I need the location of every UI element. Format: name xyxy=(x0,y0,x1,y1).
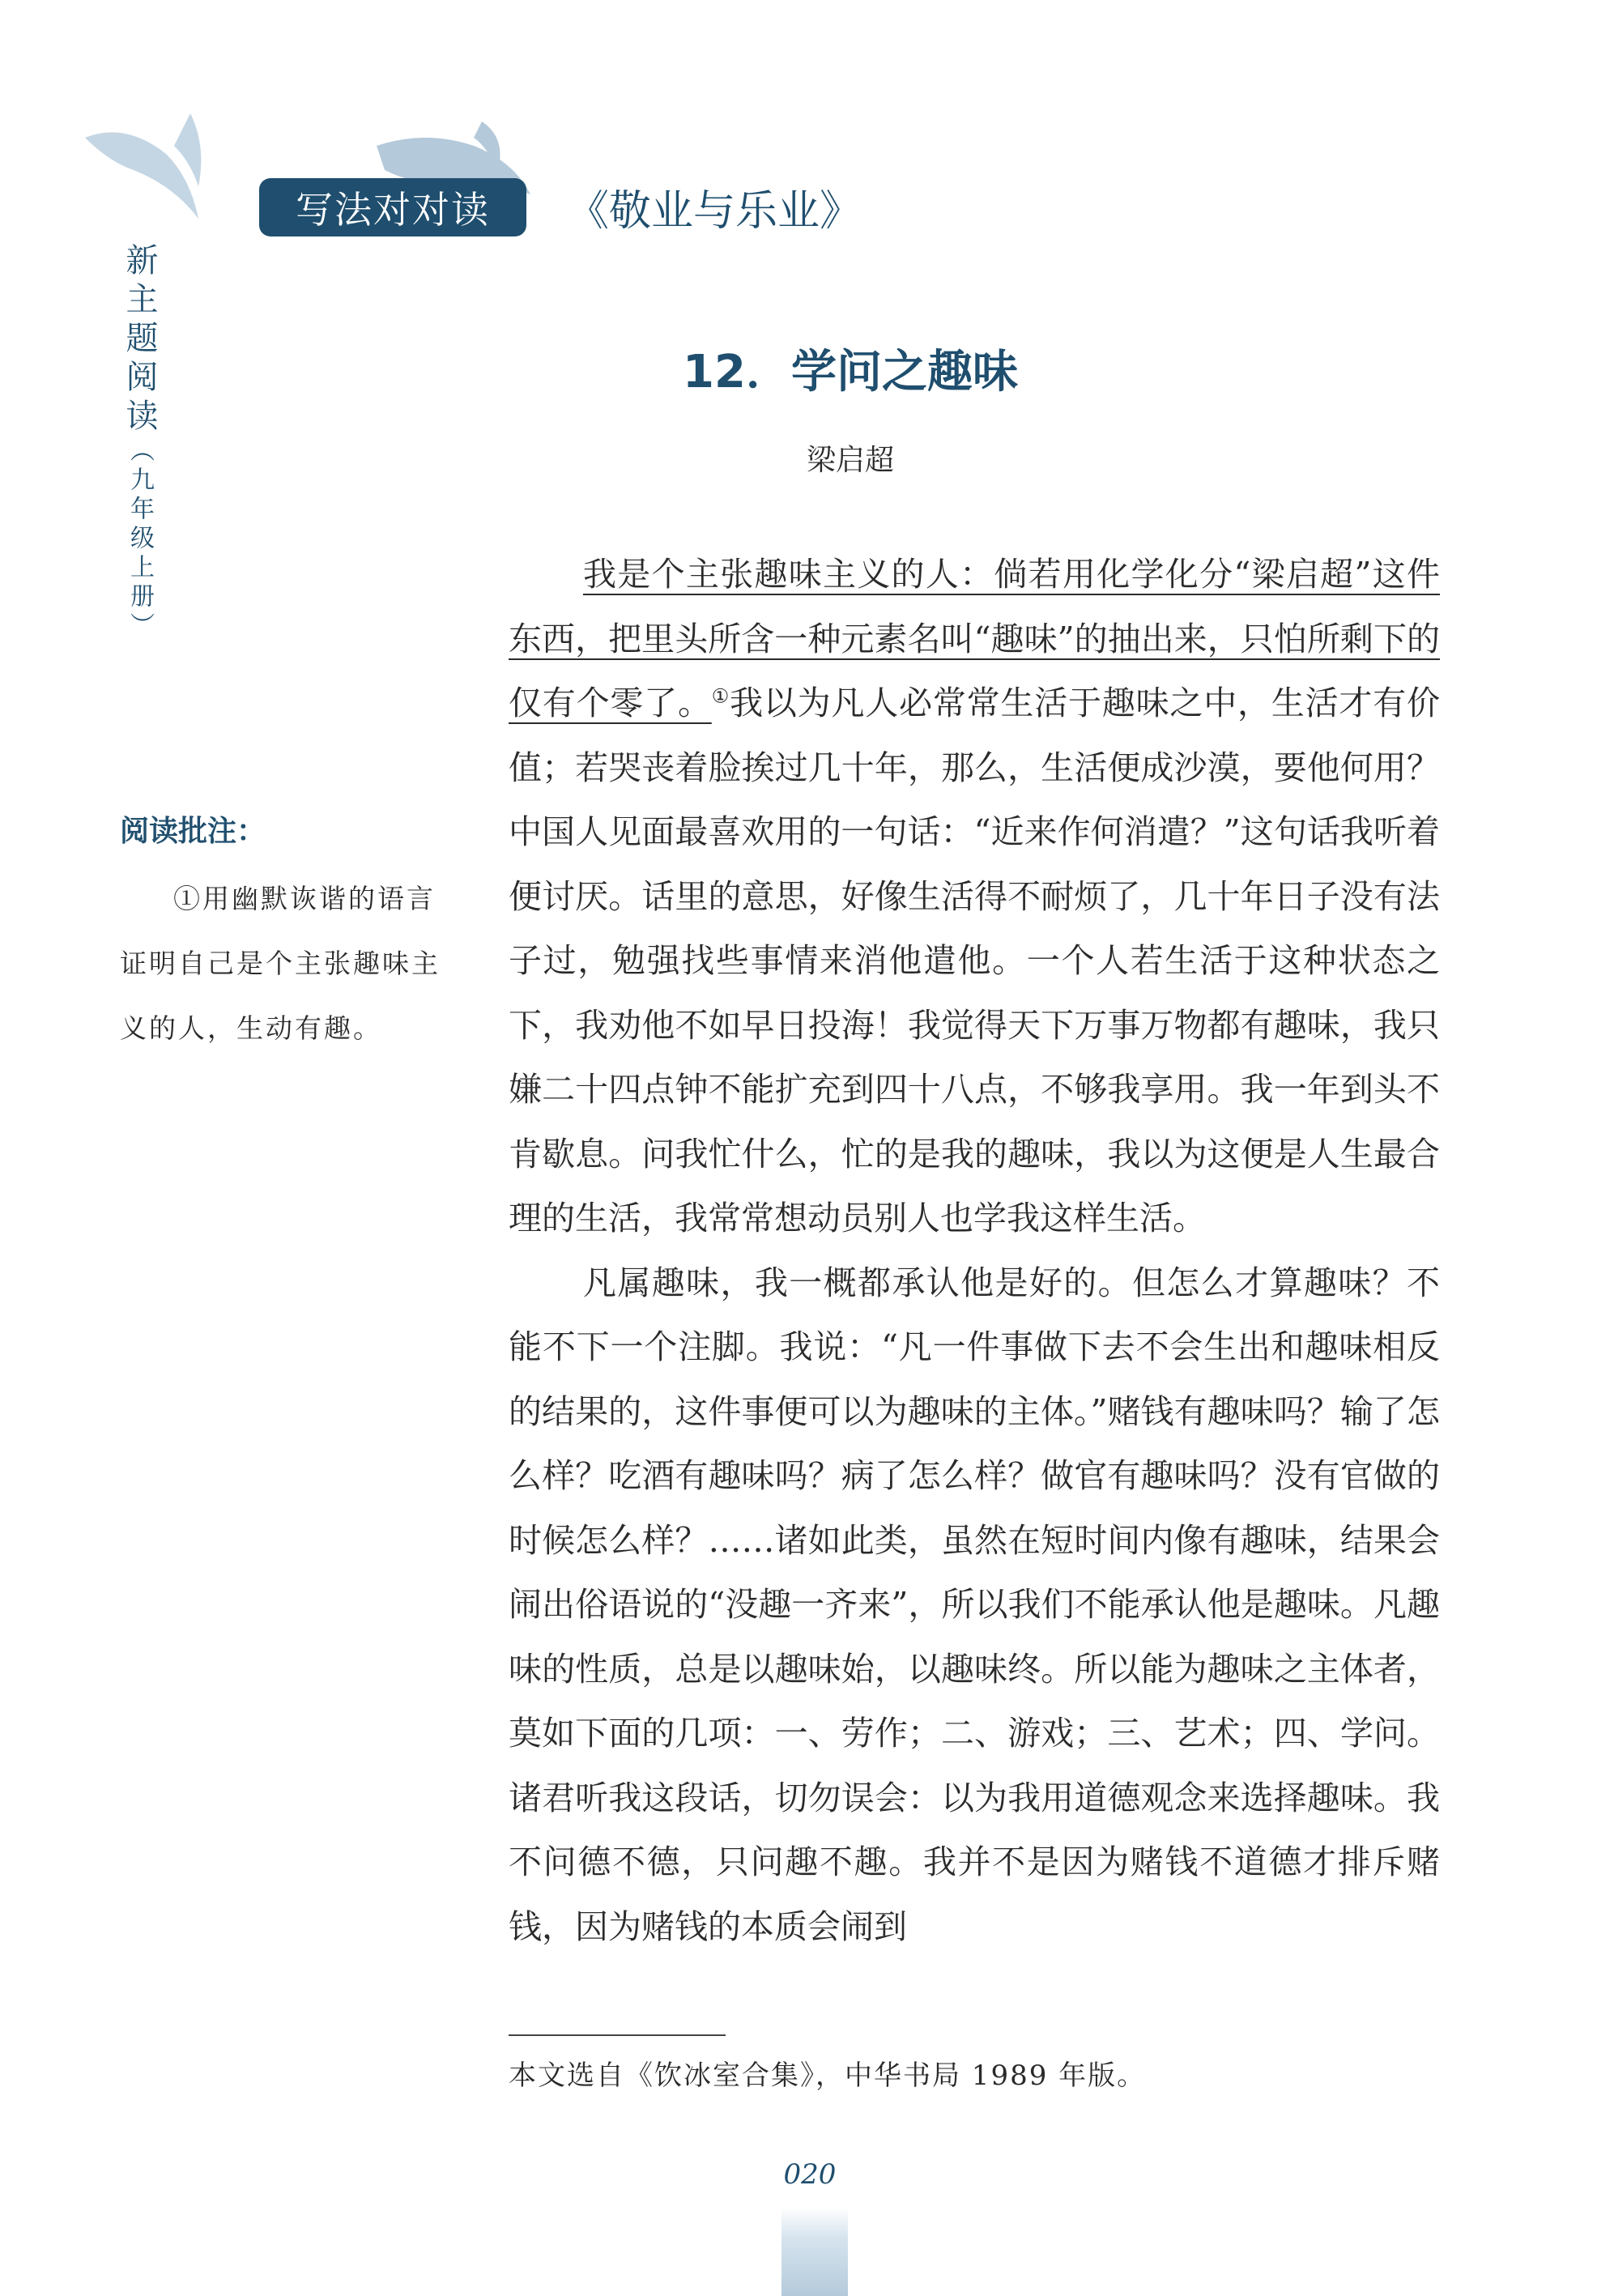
underlined-sentence: 我是个主张趣味主义的人：倘若用化学化分“梁启超”这件东西，把里头所含一种元素名叫“趣味”的抽出来，只怕所剩下的仅有个零了。 xyxy=(509,555,1440,722)
paragraph-1-rest: 我以为凡人必常常生活于趣味之中，生活才有价值；若哭丧着脸挨过几十年，那么，生活便成沙漠，要他何用？中国人见面最喜欢用的一句话：“近来作何消遣？”这句话我听着便讨厌。话里的意思，好像生活得不耐烦了，几十年日子没有法子过，勉强找些事情来消他遣他。一个人若生活于这种状态之下，我劝他不如早日投海！我觉得天下万事万物都有趣味，我只嫌二十四点钟不能扩充到四十八点，不够我享用。我一年到头不肯歇息。问我忙什么，忙的是我的趣味，我以为这便是人生最合理的生活，我常常想动员别人也学我这样生活。 xyxy=(509,684,1441,1237)
reading-note-1: ①用幽默诙谐的语言证明自己是个主张趣味主义的人，生动有趣。 xyxy=(120,883,441,1044)
article-author: 梁启超 xyxy=(806,444,894,477)
series-title-vertical xyxy=(113,243,162,641)
bottom-decoration-bar xyxy=(781,2207,848,2296)
paragraph-2: 凡属趣味，我一概都承认他是好的。但怎么才算趣味？不能不下一个注脚。我说：“凡一件事做下去不会生出和趣味相反的结果的，这件事便可以为趣味的主体。”赌钱有趣味吗？输了怎么样？吃酒有趣味吗？病了怎么样？做官有趣味吗？没有官做的时候怎么样？……诸如此类，虽然在短时间内像有趣味，结果会闹出俗语说的“没趣一齐来”，所以我们不能承认他是趣味。凡趣味的性质，总是以趣味始，以趣味终。所以能为趣味之主体者，莫如下面的几项：一、劳作；二、游戏；三、艺术；四、学问。诸君听我这段话，切勿误会：以为我用道德观念来选择趣味。我不问德不德，只问趣不趣。我并不是因为赌钱不道德才排斥赌钱，因为赌钱的本质会闹到 xyxy=(509,1263,1440,1946)
source-footnote: 本文选自《饮冰室合集》，中华书局 1989 年版。 xyxy=(509,2060,1147,2092)
article-title: 12．学问之趣味 xyxy=(683,346,1018,398)
page-number: 020 xyxy=(783,2158,837,2191)
series-title: 新主题阅读 xyxy=(121,243,158,437)
article-body xyxy=(509,543,1440,1959)
section-title: 《敬业与乐业》 xyxy=(567,187,862,236)
reading-notes-header: 阅读批注： xyxy=(120,814,266,848)
series-subtitle: （九年级上册） xyxy=(126,437,154,641)
section-label: 写法对对读 xyxy=(259,178,526,236)
annotation-mark: ① xyxy=(711,684,730,708)
paragraph-1 xyxy=(509,543,1440,1251)
footnote-divider xyxy=(509,2034,726,2036)
